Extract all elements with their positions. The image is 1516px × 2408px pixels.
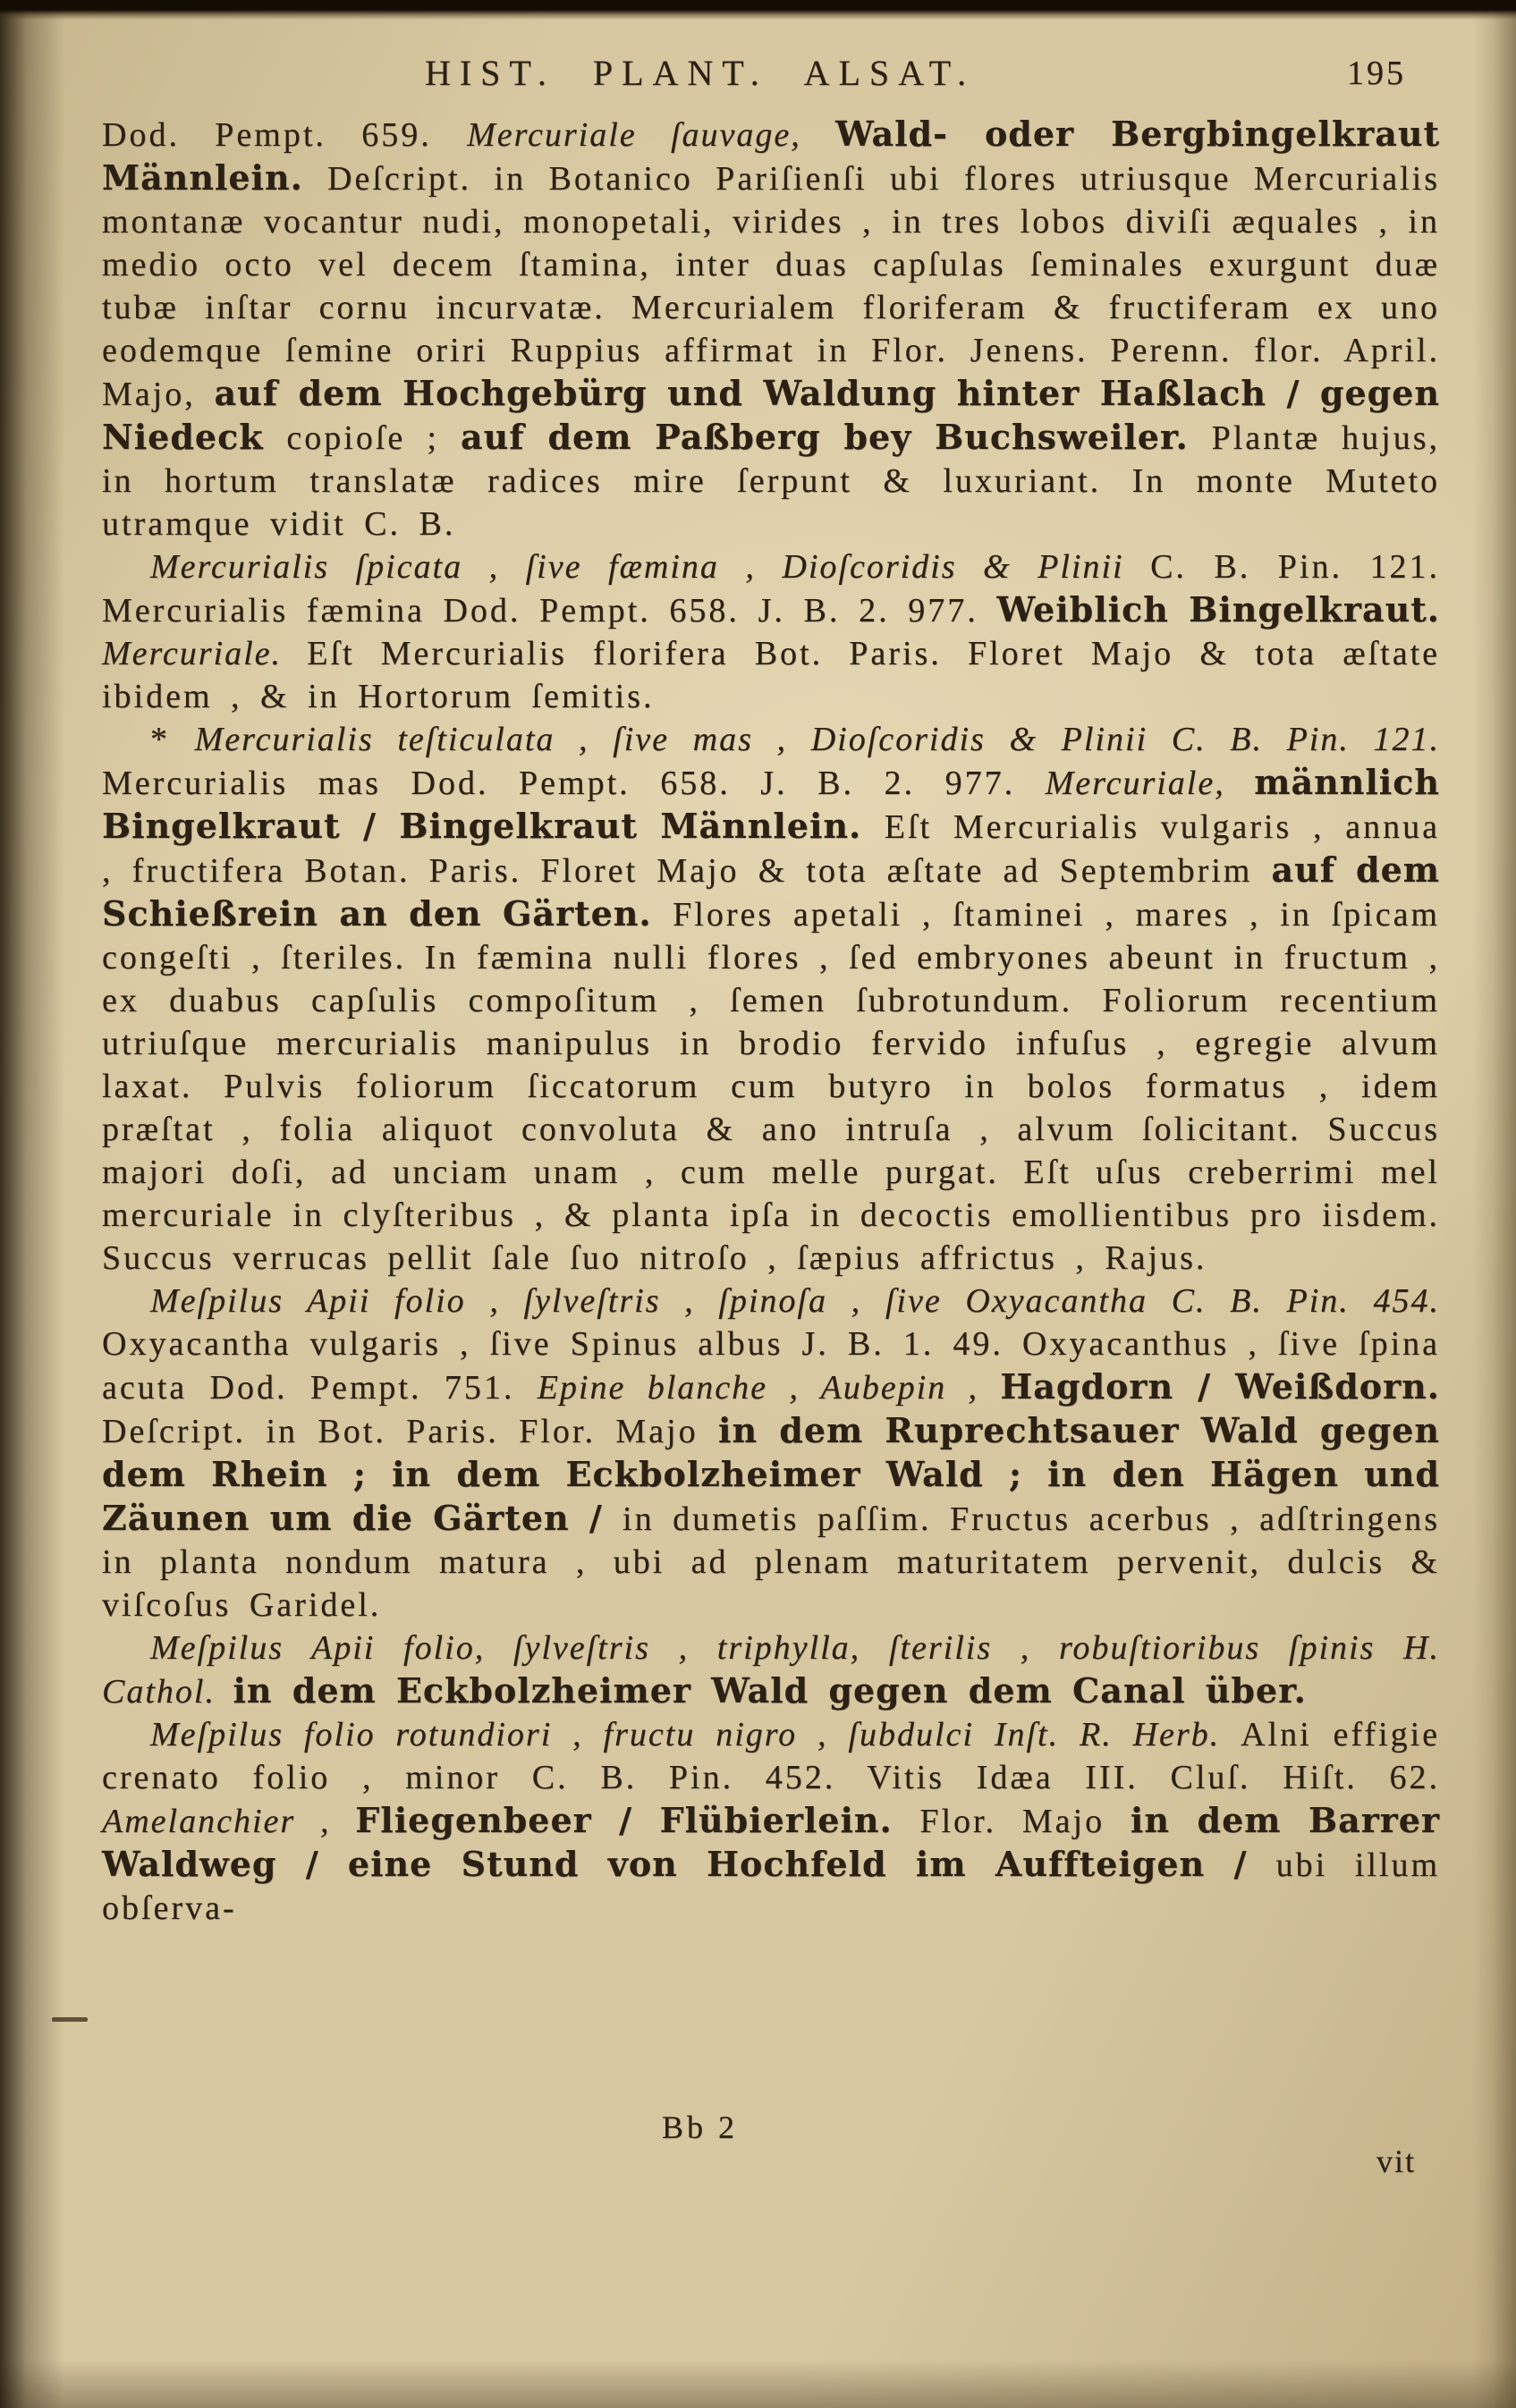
scan-edge-left — [0, 0, 64, 2408]
text-run: Plantæ hujus, in hortum translatæ radices mire ſerpunt & luxuriant. In monte Muteto utramque vidit C. B. — [102, 419, 1441, 543]
text-run: Epine blanche , Aubepin , — [537, 1369, 1001, 1407]
text-run: auf dem Schießrein an den Gärten. — [102, 849, 1440, 934]
text-run: Amelanchier , — [102, 1803, 356, 1840]
text-run: Mercurialis teſticulata , ſive mas , Dioſcoridis & Plinii C. B. Pin. 121. — [194, 721, 1440, 758]
margin-mark — [52, 2017, 88, 2022]
text-run: * — [150, 721, 195, 758]
gathering-signature: Bb 2 — [662, 2109, 739, 2145]
text-run: auf dem Hochgebürg und Waldung hinter Haßlach / gegen Niedeck — [102, 373, 1440, 457]
catchword: vit — [1376, 2143, 1416, 2179]
text-run: Dod. Pempt. 659. — [102, 116, 468, 154]
scan-edge-bottom — [0, 2360, 1516, 2408]
text-run: in dem Barrer Waldweg / eine Stund von Hochfeld im Auffteigen / — [102, 1800, 1440, 1884]
text-run: Flor. Majo — [919, 1803, 1131, 1840]
text-run: in dem Eckbolzheimer Wald gegen dem Canal über. — [233, 1670, 1307, 1711]
text-run: in dumetis paſſim. Fructus acerbus , adſtringens in planta nondum matura , ubi ad plenam maturitatem pervenit, dulcis & viſcoſus Garidel. — [102, 1500, 1440, 1624]
text-run: Meſpilus folio rotundiori , fructu nigro , ſubdulci Inſt. R. Herb. — [150, 1716, 1241, 1753]
text-run: Deſcript. in Botanico Pariſienſi ubi flores utriusque Mercurialis montanæ vocantur nudi, monopetali, virides , in tres lobos diviſi æquales , in medio octo vel decem ſtamina, inter duas capſulas ſeminales exurgunt duæ tubæ inſtar cornu incurvatæ. Mercurialem floriferam & fructiferam ex uno eodemque ſemine oriri Ruppius affirmat in Flor. Jenens. Perenn. flor. April. Majo, — [102, 160, 1440, 413]
scan-edge-right — [1473, 0, 1516, 2408]
text-run: Mercuriale ſauvage, — [467, 116, 836, 154]
page-header — [103, 52, 1440, 94]
scan-edge-top — [0, 0, 1516, 20]
text-run: in dem Ruprechtsauer Wald gegen dem Rhein ; in dem Eckbolzheimer Wald ; in den Hägen und Zäunen um die Gärten / — [102, 1410, 1440, 1538]
text-run: ubi illum obſerva- — [102, 1846, 1441, 1927]
page-number: 195 — [1347, 55, 1406, 92]
text-run: Deſcript. in Bot. Paris. Flor. Majo — [102, 1413, 719, 1450]
text-run: Oxyacantha vulgaris , ſive Spinus albus J. B. 1. 49. Oxyacanthus , ſive ſpina acuta Dod. Pempt. 751. — [102, 1325, 1440, 1407]
running-title: HIST. PLANT. ALSAT. — [424, 53, 976, 93]
text-run: C. B. Pin. 121. Mercurialis fæmina Dod. Pempt. 658. J. B. 2. 977. — [102, 548, 1440, 629]
text-run: Mercuriale. — [102, 635, 308, 672]
text-run: copioſe ; — [286, 419, 462, 457]
text-run: Meſpilus Apii folio, ſylveſtris , triphylla, ſterilis , robuſtioribus ſpinis H. Cathol. — [102, 1629, 1440, 1711]
text-run: Flores apetali , ſtaminei , mares , in ſpicam congeſti , ſteriles. In fæmina nulli flores , ſed embryones abeunt in fructum , ex duabus capſulis compoſitum , ſemen ſubrotundum. Foliorum recentium utriuſque mercurialis manipulus in brodio fervido infuſus , egregie alvum laxat. Pulvis foliorum ſiccatorum cum butyro in bolos formatus , idem præſtat , folia aliquot convoluta & ano intruſa , alvum ſolicitant. Succus majori doſi, ad unciam unam , cum melle purgat. Eſt uſus creberrimi mel mercuriale in clyſteribus , & planta ipſa in decoctis emollientibus pro iisdem. Succus verrucas pellit ſale ſuo nitroſo , ſæpius affrictus , Rajus. — [102, 896, 1440, 1277]
text-run: Eſt Mercurialis vulgaris , annua , fructifera Botan. Paris. Floret Majo & tota æſtate ad Septembrim — [102, 808, 1440, 890]
paragraph — [102, 1713, 1440, 1930]
text-run: Weiblich Bingelkraut. — [996, 589, 1440, 629]
text-run: Fliegenbeer / Flübierlein. — [355, 1800, 920, 1840]
text-run: Mercuriale, — [1045, 765, 1255, 802]
paragraph — [102, 1280, 1440, 1626]
text-run: Hagdorn / Weißdorn. — [1000, 1366, 1440, 1407]
paragraph — [102, 718, 1440, 1280]
text-run: Mercurialis ſpicata , ſive fæmina , Dioſcoridis & Plinii — [150, 548, 1151, 586]
paragraph — [102, 113, 1440, 545]
text-run: männlich Bingelkraut / Bingelkraut Männlein. — [102, 762, 1440, 846]
text-run: Eſt Mercurialis florifera Bot. Paris. Floret Majo & tota æſtate ibidem , & in Hortorum ſemitis. — [102, 635, 1440, 715]
text-run: Mercurialis mas Dod. Pempt. 658. J. B. 2. 977. — [102, 765, 1046, 802]
paragraph — [102, 545, 1440, 718]
text-block — [102, 113, 1440, 1930]
text-run: Alni effigie crenato folio , minor C. B. Pin. 452. Vitis Idæa III. Cluſ. Hiſt. 62. — [102, 1716, 1440, 1796]
text-run: Wald- oder Bergbingelkraut Männlein. — [102, 114, 1440, 198]
text-run: auf dem Paßberg bey Buchsweiler. — [461, 417, 1212, 457]
paragraph — [102, 1626, 1440, 1713]
text-run: Meſpilus Apii folio , ſylveſtris , ſpinoſa , ſive Oxyacantha C. B. Pin. 454. — [150, 1282, 1440, 1320]
